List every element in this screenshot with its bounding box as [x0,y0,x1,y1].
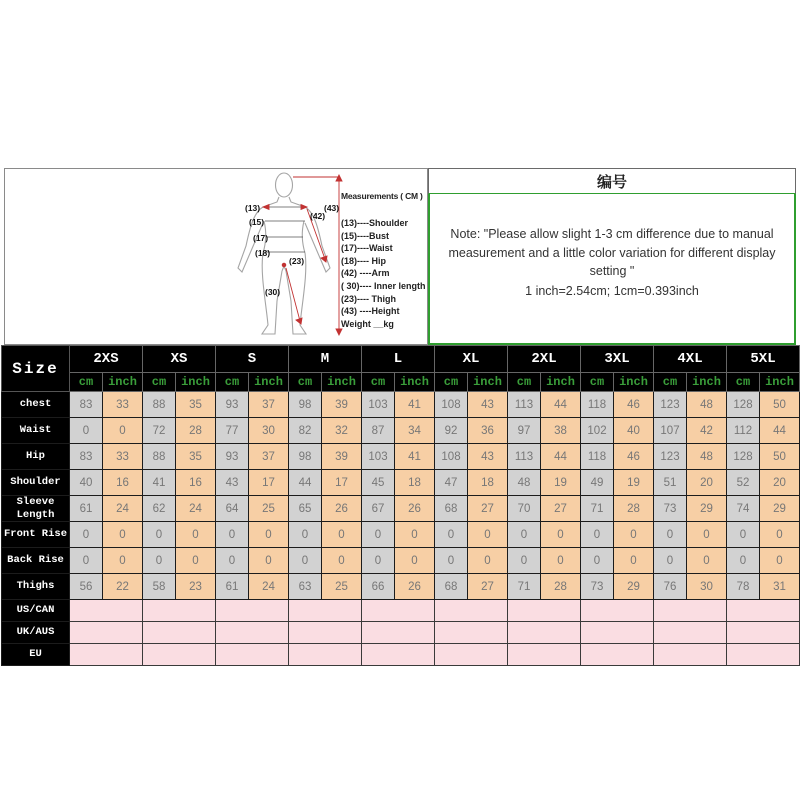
row-label: US/CAN [2,600,70,622]
value-cell: 0 [322,548,362,574]
value-cell: 28 [541,574,581,600]
value-cell: 112 [727,418,760,444]
unit-conversion-text: 1 inch=2.54cm; 1cm=0.393inch [525,284,699,299]
value-cell: 73 [654,496,687,522]
value-cell: 32 [322,418,362,444]
size-header-row [2,346,800,373]
value-cell: 71 [508,574,541,600]
value-cell: 0 [249,548,289,574]
row-label: UK/AUS [2,622,70,644]
value-cell: 48 [508,470,541,496]
value-cell: 108 [435,392,468,418]
measurement-row [2,444,800,470]
note-panel [428,168,796,345]
unit-header: inch [395,373,435,392]
value-cell: 37 [249,444,289,470]
size-column-header: 2XL [508,346,581,373]
unit-header: cm [70,373,103,392]
region-empty-cell [654,622,727,644]
legend-line: (23)---- Thigh [341,293,396,304]
figure-label-hip: (18) [255,248,271,258]
legend-line: (15)----Bust [341,230,389,241]
value-cell: 29 [760,496,800,522]
region-empty-cell [362,600,435,622]
row-label: Shoulder [2,470,70,496]
size-column-header: 3XL [581,346,654,373]
value-cell: 0 [362,522,395,548]
region-empty-cell [289,600,362,622]
value-cell: 50 [760,392,800,418]
value-cell: 0 [687,522,727,548]
size-corner-header: Size [2,346,70,392]
value-cell: 18 [395,470,435,496]
value-cell: 0 [103,548,143,574]
region-empty-cell [727,622,800,644]
size-column-header: XL [435,346,508,373]
note-text: Note: "Please allow slight 1-3 cm difference due to manual measurement and a little color variation for different display setting " [448,226,776,279]
legend-line: (17)----Waist [341,243,393,254]
region-empty-cell [508,622,581,644]
value-cell: 41 [395,392,435,418]
value-cell: 20 [760,470,800,496]
value-cell: 0 [508,548,541,574]
value-cell: 0 [103,522,143,548]
value-cell: 0 [468,522,508,548]
figure-label-bust: (15) [249,217,265,227]
region-empty-cell [508,644,581,666]
value-cell: 27 [541,496,581,522]
value-cell: 19 [614,470,654,496]
value-cell: 88 [143,444,176,470]
region-empty-cell [654,644,727,666]
region-empty-cell [727,644,800,666]
region-empty-cell [143,622,216,644]
value-cell: 0 [70,418,103,444]
unit-header: inch [322,373,362,392]
row-label: EU [2,644,70,666]
legend-line: ( 30)---- Inner length [341,280,426,291]
value-cell: 0 [727,548,760,574]
value-cell: 52 [727,470,760,496]
value-cell: 27 [468,496,508,522]
value-cell: 0 [143,548,176,574]
unit-header: cm [435,373,468,392]
value-cell: 0 [216,522,249,548]
measurement-row [2,548,800,574]
value-cell: 29 [614,574,654,600]
row-label: Hip [2,444,70,470]
value-cell: 19 [541,470,581,496]
size-column-header: S [216,346,289,373]
value-cell: 23 [176,574,216,600]
size-table [1,345,800,666]
region-empty-cell [581,644,654,666]
value-cell: 48 [687,392,727,418]
region-empty-cell [289,644,362,666]
unit-header: inch [176,373,216,392]
value-cell: 0 [435,548,468,574]
region-empty-cell [216,600,289,622]
region-empty-cell [435,622,508,644]
value-cell: 31 [760,574,800,600]
value-cell: 61 [216,574,249,600]
value-cell: 0 [289,522,322,548]
row-label: Thighs [2,574,70,600]
region-empty-cell [435,600,508,622]
value-cell: 33 [103,392,143,418]
value-cell: 77 [216,418,249,444]
region-empty-cell [581,600,654,622]
value-cell: 25 [249,496,289,522]
value-cell: 93 [216,444,249,470]
value-cell: 65 [289,496,322,522]
value-cell: 0 [143,522,176,548]
region-empty-cell [362,622,435,644]
value-cell: 56 [70,574,103,600]
measurement-row [2,496,800,522]
value-cell: 25 [322,574,362,600]
value-cell: 16 [103,470,143,496]
row-label: Waist [2,418,70,444]
value-cell: 43 [216,470,249,496]
note-box [428,194,796,345]
unit-header: cm [727,373,760,392]
value-cell: 0 [468,548,508,574]
value-cell: 83 [70,444,103,470]
legend-line: (43) ----Height [341,306,400,317]
value-cell: 103 [362,444,395,470]
value-cell: 0 [322,522,362,548]
legend-line: (42) ----Arm [341,268,390,279]
region-empty-cell [362,644,435,666]
unit-header: inch [103,373,143,392]
row-label: Back Rise [2,548,70,574]
unit-header: cm [216,373,249,392]
measurement-row [2,418,800,444]
value-cell: 46 [614,444,654,470]
unit-header: cm [508,373,541,392]
value-cell: 0 [70,522,103,548]
value-cell: 98 [289,392,322,418]
unit-header: inch [687,373,727,392]
value-cell: 39 [322,392,362,418]
value-cell: 87 [362,418,395,444]
unit-header: inch [249,373,289,392]
value-cell: 30 [249,418,289,444]
value-cell: 103 [362,392,395,418]
region-empty-cell [70,600,143,622]
value-cell: 26 [322,496,362,522]
size-column-header: M [289,346,362,373]
value-cell: 45 [362,470,395,496]
unit-header: inch [614,373,654,392]
value-cell: 83 [70,392,103,418]
value-cell: 28 [614,496,654,522]
value-cell: 41 [143,470,176,496]
value-cell: 70 [508,496,541,522]
value-cell: 0 [176,522,216,548]
value-cell: 68 [435,574,468,600]
value-cell: 0 [727,522,760,548]
measurements-title: Measurements ( CM ) [341,191,423,201]
region-empty-cell [70,644,143,666]
value-cell: 0 [362,548,395,574]
value-cell: 72 [143,418,176,444]
value-cell: 0 [395,522,435,548]
value-cell: 48 [687,444,727,470]
value-cell: 68 [435,496,468,522]
value-cell: 43 [468,444,508,470]
value-cell: 82 [289,418,322,444]
size-column-header: L [362,346,435,373]
value-cell: 35 [176,392,216,418]
value-cell: 0 [70,548,103,574]
value-cell: 123 [654,444,687,470]
value-cell: 63 [289,574,322,600]
value-cell: 123 [654,392,687,418]
figure-label-height: (43) [324,203,340,213]
measurement-diagram-panel [4,168,428,345]
region-empty-cell [727,600,800,622]
row-label: Front Rise [2,522,70,548]
body-figure-illustration [227,171,357,343]
region-size-row [2,644,800,666]
unit-header: cm [654,373,687,392]
value-cell: 88 [143,392,176,418]
value-cell: 0 [614,522,654,548]
value-cell: 46 [614,392,654,418]
value-cell: 0 [541,548,581,574]
region-size-row [2,622,800,644]
value-cell: 66 [362,574,395,600]
value-cell: 0 [103,418,143,444]
size-column-header: 4XL [654,346,727,373]
figure-label-shoulder: (13) [245,203,261,213]
value-cell: 67 [362,496,395,522]
size-column-header: XS [143,346,216,373]
unit-header-row [2,373,800,392]
region-empty-cell [143,644,216,666]
value-cell: 36 [468,418,508,444]
measurement-row [2,392,800,418]
region-empty-cell [216,622,289,644]
value-cell: 0 [289,548,322,574]
value-cell: 0 [760,548,800,574]
value-cell: 37 [249,392,289,418]
top-info-section [4,168,796,345]
measurement-legend-list [341,217,431,330]
value-cell: 0 [395,548,435,574]
unit-header: inch [468,373,508,392]
unit-header: inch [760,373,800,392]
value-cell: 43 [468,392,508,418]
value-cell: 74 [727,496,760,522]
value-cell: 41 [395,444,435,470]
figure-label-arm: (42) [310,211,326,221]
value-cell: 64 [216,496,249,522]
value-cell: 118 [581,444,614,470]
value-cell: 47 [435,470,468,496]
unit-header: cm [143,373,176,392]
unit-header: inch [541,373,581,392]
unit-header: cm [581,373,614,392]
region-empty-cell [289,622,362,644]
region-empty-cell [435,644,508,666]
value-cell: 39 [322,444,362,470]
value-cell: 30 [687,574,727,600]
value-cell: 97 [508,418,541,444]
value-cell: 93 [216,392,249,418]
value-cell: 107 [654,418,687,444]
region-empty-cell [654,600,727,622]
value-cell: 27 [468,574,508,600]
legend-line: (13)----Shoulder [341,218,408,228]
value-cell: 40 [70,470,103,496]
measurement-row [2,574,800,600]
value-cell: 71 [581,496,614,522]
unit-header: cm [289,373,322,392]
value-cell: 61 [70,496,103,522]
value-cell: 108 [435,444,468,470]
value-cell: 26 [395,496,435,522]
value-cell: 0 [508,522,541,548]
value-cell: 73 [581,574,614,600]
figure-label-waist: (17) [253,233,269,243]
value-cell: 44 [289,470,322,496]
value-cell: 0 [654,522,687,548]
value-cell: 76 [654,574,687,600]
value-cell: 18 [468,470,508,496]
measurement-row [2,522,800,548]
value-cell: 113 [508,392,541,418]
value-cell: 17 [322,470,362,496]
region-empty-cell [143,600,216,622]
value-cell: 17 [249,470,289,496]
figure-label-inner-length: (30) [265,287,281,297]
value-cell: 0 [249,522,289,548]
value-cell: 128 [727,444,760,470]
value-cell: 40 [614,418,654,444]
region-empty-cell [508,600,581,622]
value-cell: 33 [103,444,143,470]
measurement-legend [341,191,431,330]
value-cell: 0 [581,548,614,574]
legend-line: Weight __kg [341,318,394,329]
value-cell: 34 [395,418,435,444]
value-cell: 51 [654,470,687,496]
value-cell: 0 [176,548,216,574]
value-cell: 98 [289,444,322,470]
value-cell: 44 [760,418,800,444]
measurement-row [2,470,800,496]
value-cell: 29 [687,496,727,522]
value-cell: 22 [103,574,143,600]
region-empty-cell [70,622,143,644]
value-cell: 0 [654,548,687,574]
value-cell: 0 [760,522,800,548]
value-cell: 78 [727,574,760,600]
value-cell: 42 [687,418,727,444]
value-cell: 20 [687,470,727,496]
value-cell: 128 [727,392,760,418]
value-cell: 0 [216,548,249,574]
value-cell: 0 [435,522,468,548]
value-cell: 38 [541,418,581,444]
value-cell: 0 [581,522,614,548]
value-cell: 0 [687,548,727,574]
legend-line: (18)---- Hip [341,255,386,266]
row-label: Sleeve Length [2,496,70,522]
value-cell: 16 [176,470,216,496]
region-empty-cell [216,644,289,666]
unit-header: cm [362,373,395,392]
value-cell: 92 [435,418,468,444]
value-cell: 26 [395,574,435,600]
row-label: chest [2,392,70,418]
value-cell: 113 [508,444,541,470]
value-cell: 44 [541,392,581,418]
figure-label-thigh: (23) [289,256,305,266]
size-column-header: 2XS [70,346,143,373]
value-cell: 50 [760,444,800,470]
value-cell: 24 [249,574,289,600]
value-cell: 62 [143,496,176,522]
value-cell: 0 [541,522,581,548]
value-cell: 24 [103,496,143,522]
value-cell: 44 [541,444,581,470]
value-cell: 49 [581,470,614,496]
size-column-header: 5XL [727,346,800,373]
value-cell: 35 [176,444,216,470]
value-cell: 24 [176,496,216,522]
region-size-row [2,600,800,622]
value-cell: 28 [176,418,216,444]
value-cell: 102 [581,418,614,444]
region-empty-cell [581,622,654,644]
value-cell: 0 [614,548,654,574]
note-box-title: 编号 [428,168,796,194]
value-cell: 58 [143,574,176,600]
value-cell: 118 [581,392,614,418]
